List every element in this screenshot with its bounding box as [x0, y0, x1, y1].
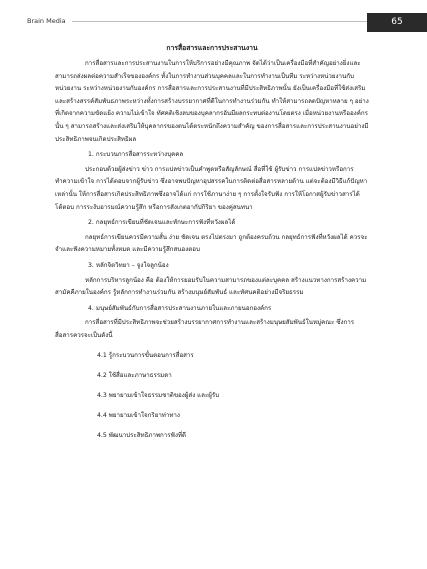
- list-item: 4.2 ใช้สื่อและภาษาธรรมดา: [97, 372, 172, 380]
- page-header: [0, 13, 427, 33]
- section-title: การสื่อสารและการประสานงาน: [166, 44, 258, 52]
- page-content: [55, 42, 369, 446]
- page-number: 65: [367, 13, 427, 32]
- list-item: 4.3 พยายามเข้าใจธรรมชาติของผู้ส่ง และผู้รับ: [97, 392, 220, 400]
- item2-heading: 2. กลยุทธ์การเขียนที่ชัดเจนและทักษะการฟังที่หวังผลได้: [88, 219, 236, 227]
- header-rule: [27, 21, 367, 22]
- item3-body: หลักการบริหารลูกน้อง คือ ต้องให้การยอมรับในความสามารถของแต่ละบุคคล สร้างแนวทางการสร้างความสามัคคีภายในองค์กร รู้หลักการทำงานร่วมกัน สร้างมนุษย์สัมพันธ์ และทัศนคติอย่างมีจริยธรรม: [55, 276, 367, 297]
- list-item: 4.4 พยายามเข้าใจกริยาท่าทาง: [97, 412, 180, 420]
- item2-body: กลยุทธ์การเขียนควรมีความสั้น ง่าย ชัดเจน ตรงไปตรงมา ถูกต้องครบถ้วน กลยุทธ์การฟังที่หวังผลได้ ควรจะจำและฟังความหมายทั้งหมด และมีความรู้สึกสนองตอบ: [55, 233, 368, 254]
- intro-paragraph: การสื่อสารและการประสานงานในการให้บริการอย่างมีคุณภาพ จัดได้ว่าเป็นเครื่องมือที่สำคัญอย่างยิ่งและสามารถส่งผลต่อความสำเร็จขององค์กร ทั้งในการทำงานส่วนบุคคลและในการทำงานเป็นทีม ระหว่างหน่วยงานกับหน่วยงาน ระหว่างหน่วยงานกับองค์กร การสื่อสารและการประสานงานที่มีประสิทธิภาพนั้น ยังเป็นเครื่องมือที่ใช้ส่งเสริมและสร้างสรรค์สัมพันธภาพระหว่างทั้งการสร้างบรรยากาศที่ดีในการทำงานร่วมกัน ทำให้สามารถลดปัญหาหลาย ๆ อย่างที่เกิดจากความขัดแย้ง ความไม่เข้าใจ ทัศคติเชิงลบของบุคลากรอันมีผลกระทบต่องานโดยตรง เมื่อหน่วยงานหรือองค์กรนั้น ๆ สามารถสร้างและส่งเสริมให้บุคลากรของตนได้ตระหนักถึงความสำคัญ ของการสื่อสารและการประสานงานอย่างมีประสิทธิภาพจนเกิดประสิทธิผล: [55, 60, 369, 143]
- item1-body: ประกอบด้วยผู้ส่งข่าว ข่าว การแปลข่าวเป็นคำพูดหรือสัญลักษณ์ สื่อที่ใช้ ผู้รับข่าว การแปลข่าวหรือการทำความเข้าใจ การได้ตอบจากผู้รับข่าว ซึ่งอาจพบปัญหาอุปสรรคในการติดต่อสื่อสารหลายด้าน แต่จะต้องมีวิธีแก้ปัญหาเหล่านั้น ให้การสื่อสารเกิดประสิทธิภาพซึ่งอาจได้แก่ การใช้ภาษาง่าย ๆ การตั้งใจรับฟัง การให้โอกาสผู้รับข่าวสารได้โต้ตอบ การระงับอารมณ์ความรู้สึก หรือการสังเกตอากัปกิริยา ของคู่สนทนา: [55, 165, 368, 211]
- item3-heading: 3. หลักจิตวิทยา – จูงใจลูกน้อง: [88, 261, 169, 269]
- list-item: 4.1 รู้กระบวนการขั้นตอนการสื่อสาร: [97, 352, 194, 360]
- item4-heading: 4. มนุษย์สัมพันธ์กับการสื่อสารประสานงานภายในและภายนอกองค์กร: [88, 304, 272, 312]
- list-item: 4.5 พัฒนาประสิทธิภาพการฟังที่ดี: [97, 432, 187, 440]
- sub-item-list: [97, 346, 369, 446]
- item1-heading: 1. กระบวนการสื่อสารระหว่างบุคคล: [88, 151, 184, 159]
- header-brand: Brain Media: [27, 13, 72, 29]
- item4-body: การสื่อสารที่มีประสิทธิภาพจะช่วยสร้างบรรยากาศการทำงานและสร้างมนุษยสัมพันธ์ในหมู่คณะ ซึ่งการสื่อสารควรจะเป็นดังนี้: [55, 319, 355, 339]
